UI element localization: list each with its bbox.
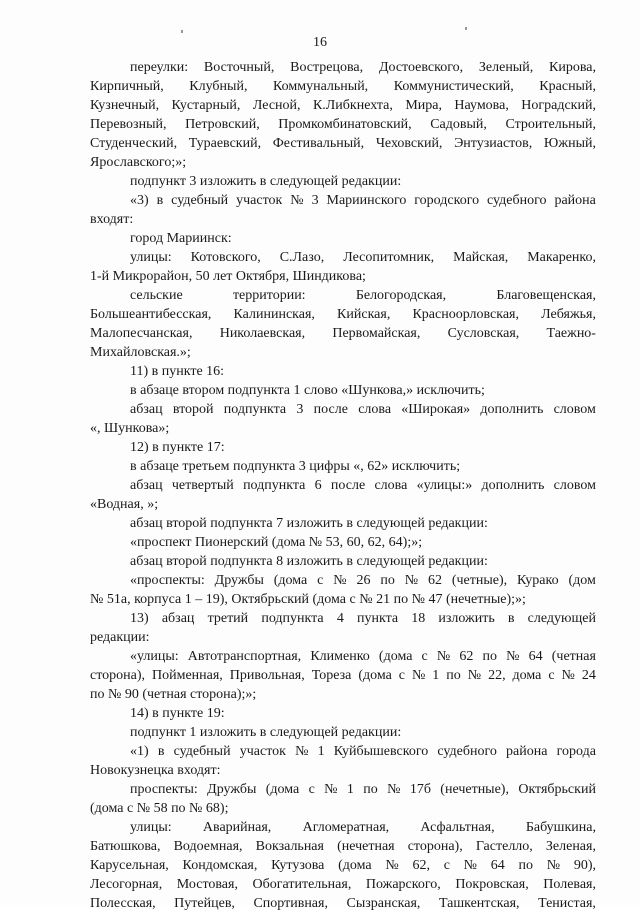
word: словом bbox=[553, 402, 596, 417]
word: Лесопитомник, bbox=[343, 250, 435, 265]
word: участок bbox=[239, 744, 286, 759]
word: Сусловская, bbox=[447, 326, 520, 341]
word: Таежно- bbox=[546, 326, 596, 341]
text-line: 12) в пункте 17: bbox=[130, 440, 225, 455]
text-line: (дома с № 58 по № 68); bbox=[90, 801, 229, 816]
text-line-justified bbox=[90, 476, 596, 495]
word: Кустарный, bbox=[171, 98, 241, 113]
text-line: Михайловская.»; bbox=[90, 345, 191, 360]
word: Дружбы bbox=[214, 573, 264, 588]
word: 62 bbox=[427, 573, 442, 588]
word: Макаренко, bbox=[527, 250, 596, 265]
word: Бабушкина, bbox=[525, 820, 596, 835]
word: 1 bbox=[432, 668, 440, 683]
word: Мариинского bbox=[326, 193, 407, 208]
word: Аварийная, bbox=[202, 820, 272, 835]
word: района bbox=[506, 744, 548, 759]
word: № bbox=[436, 649, 451, 664]
word: «улицы:» bbox=[416, 478, 473, 493]
word: Сызранская, bbox=[346, 896, 421, 911]
text-line: подпункт 1 изложить в следующей редакции: bbox=[130, 725, 402, 740]
word: судебный bbox=[173, 744, 231, 759]
word: города bbox=[556, 744, 596, 759]
word: Лесогорная, bbox=[90, 877, 163, 892]
text-line-justified bbox=[90, 666, 596, 685]
word: изложить bbox=[438, 611, 495, 626]
word: 3 bbox=[296, 402, 304, 417]
word: 13) bbox=[130, 611, 149, 626]
word: Полевая, bbox=[543, 877, 596, 892]
word: Фестивальный, bbox=[272, 136, 365, 151]
word: Лебяжья, bbox=[541, 307, 596, 322]
word: Октябрьский bbox=[518, 782, 596, 797]
text-line-justified bbox=[90, 647, 596, 666]
word: (четные), bbox=[451, 573, 508, 588]
text-line: 1-й Микрорайон, 50 лет Октября, Шиндикова; bbox=[90, 269, 366, 284]
text-line-justified bbox=[90, 837, 596, 856]
word: подпункта bbox=[243, 478, 306, 493]
word: Ташкентская, bbox=[438, 896, 520, 911]
word: (четная bbox=[551, 649, 596, 664]
word: Водоемная, bbox=[173, 839, 243, 854]
word: Зеленый, bbox=[478, 60, 534, 75]
word: в bbox=[507, 611, 515, 626]
word: (нечетная bbox=[337, 839, 395, 854]
word: второй bbox=[172, 402, 214, 417]
word: Зеленая, bbox=[545, 839, 596, 854]
word: Кирпичный, bbox=[90, 79, 164, 94]
word: проспекты: bbox=[130, 782, 198, 797]
word: «проспекты: bbox=[130, 573, 205, 588]
word: Автотранспортная, bbox=[187, 649, 302, 664]
word: Агломератная, bbox=[302, 820, 390, 835]
word: Кондомская, bbox=[182, 858, 258, 873]
word: № bbox=[546, 858, 561, 873]
word: «улицы: bbox=[130, 649, 179, 664]
word: 4 bbox=[336, 611, 344, 626]
text-line-justified bbox=[90, 742, 596, 761]
word: в bbox=[157, 744, 165, 759]
word: участок bbox=[236, 193, 283, 208]
word: Промкомбинатовский, bbox=[278, 117, 412, 132]
word: «Широкая» bbox=[401, 402, 471, 417]
word: судебного bbox=[437, 744, 497, 759]
word: 6 bbox=[314, 478, 322, 493]
word: сторона), bbox=[90, 668, 146, 683]
word: судебный bbox=[171, 193, 229, 208]
word: (нечетные), bbox=[440, 782, 509, 797]
word: Благовещенская, bbox=[496, 288, 596, 303]
scan-artifact bbox=[181, 30, 183, 33]
word: Дружбы bbox=[207, 782, 257, 797]
text-line-justified bbox=[90, 115, 596, 134]
text-line-justified bbox=[90, 609, 596, 628]
word: по bbox=[380, 573, 395, 588]
text-line: Ярославского;»; bbox=[90, 155, 187, 170]
text-line: «, Шункова»; bbox=[90, 421, 170, 436]
word: Белогородская, bbox=[355, 288, 447, 303]
text-line: редакции: bbox=[90, 630, 150, 645]
word: Мостовая, bbox=[176, 877, 238, 892]
text-line: Новокузнецка входят: bbox=[90, 763, 221, 778]
word: Тураевский, bbox=[188, 136, 262, 151]
word: 64 bbox=[490, 858, 505, 873]
word: № bbox=[295, 744, 309, 759]
word: улицы: bbox=[130, 820, 172, 835]
word: абзац bbox=[161, 611, 195, 626]
text-line-justified bbox=[90, 818, 596, 837]
word: 17б bbox=[409, 782, 431, 797]
word: № bbox=[324, 782, 338, 797]
word: с bbox=[398, 668, 405, 683]
word: Студенческий, bbox=[90, 136, 178, 151]
word: дополнить bbox=[481, 478, 545, 493]
word: Тенистая, bbox=[538, 896, 596, 911]
word: с bbox=[548, 668, 555, 683]
word: с bbox=[421, 649, 428, 664]
word: слова bbox=[358, 402, 392, 417]
word: Клубный, bbox=[189, 79, 248, 94]
word: 64 bbox=[528, 649, 543, 664]
word: Чеховский, bbox=[375, 136, 443, 151]
word: Котовского, bbox=[190, 250, 261, 265]
text-line-justified bbox=[90, 571, 596, 590]
word: 1 bbox=[317, 744, 325, 759]
text-line-justified bbox=[90, 894, 596, 913]
text-line-justified bbox=[90, 248, 596, 267]
word: Обогатительная, bbox=[252, 877, 352, 892]
word: сторона), bbox=[407, 839, 463, 854]
text-line-justified bbox=[90, 305, 596, 324]
word: (дом bbox=[568, 573, 596, 588]
word: Путейцев, bbox=[174, 896, 235, 911]
text-line-justified bbox=[90, 875, 596, 894]
word: Вокзальная bbox=[255, 839, 324, 854]
text-line: в абзаце третьем подпункта 3 цифры «, 62» исключить; bbox=[130, 459, 461, 474]
word: Кутузова bbox=[271, 858, 325, 873]
word: № bbox=[467, 668, 482, 683]
word: Тореза bbox=[311, 668, 352, 683]
word: № bbox=[463, 858, 478, 873]
word: 26 bbox=[356, 573, 371, 588]
text-line-justified bbox=[90, 134, 596, 153]
word: района bbox=[554, 193, 596, 208]
word: Асфальтная, bbox=[420, 820, 495, 835]
word: с bbox=[308, 782, 315, 797]
word: Мира, bbox=[405, 98, 442, 113]
scan-artifact bbox=[465, 27, 467, 30]
word: с bbox=[443, 858, 450, 873]
word: Красный, bbox=[539, 79, 596, 94]
word: абзац bbox=[130, 478, 163, 493]
word: Карусельная, bbox=[90, 858, 169, 873]
word: Наумова, bbox=[454, 98, 509, 113]
text-line-justified bbox=[90, 96, 596, 115]
word: Калининская, bbox=[233, 307, 315, 322]
text-line: подпункт 3 изложить в следующей редакции: bbox=[130, 174, 402, 189]
word: переулки: bbox=[130, 60, 189, 75]
word: К.Либкнехта, bbox=[312, 98, 393, 113]
word: Коммунистический, bbox=[393, 79, 514, 94]
word: (дома bbox=[358, 668, 392, 683]
text-line: «Водная, »; bbox=[90, 497, 159, 512]
word: № bbox=[290, 193, 304, 208]
text-line-justified bbox=[90, 191, 596, 210]
word: 1 bbox=[346, 782, 354, 797]
word: Красноорловская, bbox=[412, 307, 519, 322]
word: словом bbox=[553, 478, 596, 493]
word: Малопесчанская, bbox=[90, 326, 193, 341]
word: Клименко bbox=[310, 649, 370, 664]
word: Кийская, bbox=[337, 307, 391, 322]
word: Энтузиастов, bbox=[454, 136, 533, 151]
word: по bbox=[482, 649, 497, 664]
word: судебного bbox=[487, 193, 547, 208]
word: по bbox=[363, 782, 378, 797]
word: Покровская, bbox=[455, 877, 529, 892]
word: № bbox=[561, 668, 575, 683]
word: 18 bbox=[411, 611, 426, 626]
word: третий bbox=[207, 611, 249, 626]
word: 90), bbox=[573, 858, 596, 873]
word: подпункта bbox=[261, 611, 324, 626]
word: Лесной, bbox=[252, 98, 301, 113]
word: дома bbox=[512, 668, 542, 683]
word: Большеантибесская, bbox=[90, 307, 212, 322]
word: Полесская, bbox=[90, 896, 156, 911]
word: Майская, bbox=[453, 250, 509, 265]
text-line-justified bbox=[90, 324, 596, 343]
text-line-justified bbox=[90, 77, 596, 96]
word: Ноградский, bbox=[521, 98, 596, 113]
text-line: «проспект Пионерский (дома № 53, 60, 62, 64);»; bbox=[130, 535, 423, 550]
word: Курако bbox=[517, 573, 559, 588]
word: территории: bbox=[232, 288, 306, 303]
word: Привольная, bbox=[229, 668, 305, 683]
word: городского bbox=[414, 193, 480, 208]
word: Перевозный, bbox=[90, 117, 167, 132]
word: Первомайская, bbox=[332, 326, 421, 341]
text-line-justified bbox=[90, 58, 596, 77]
word: с bbox=[317, 573, 324, 588]
word: (дома bbox=[338, 858, 372, 873]
word: пункта bbox=[356, 611, 399, 626]
word: в bbox=[156, 193, 164, 208]
word: Пойменная, bbox=[151, 668, 223, 683]
word: слова bbox=[374, 478, 408, 493]
text-line: № 51а, корпуса 1 – 19), Октябрьский (дома с № 21 по № 47 (нечетные);»; bbox=[90, 592, 526, 607]
text-line: город Мариинск: bbox=[130, 231, 232, 246]
word: 62 bbox=[459, 649, 474, 664]
text-line: входят: bbox=[90, 212, 134, 227]
word: Южный, bbox=[543, 136, 596, 151]
word: Садовый, bbox=[430, 117, 487, 132]
word: следующей bbox=[527, 611, 596, 626]
word: 3 bbox=[311, 193, 319, 208]
word: Николаевская, bbox=[219, 326, 306, 341]
word: 24 bbox=[581, 668, 596, 683]
text-line: 11) в пункте 16: bbox=[130, 364, 225, 379]
page-number: 16 bbox=[313, 35, 327, 50]
text-line-justified bbox=[90, 780, 596, 799]
word: после bbox=[313, 402, 348, 417]
word: (дома bbox=[378, 649, 413, 664]
word: Вострецова, bbox=[290, 60, 364, 75]
word: «1) bbox=[130, 744, 149, 759]
text-line-justified bbox=[90, 400, 596, 419]
word: № bbox=[333, 573, 347, 588]
word: Пожарского, bbox=[365, 877, 441, 892]
word: по bbox=[446, 668, 461, 683]
word: Строительный, bbox=[505, 117, 596, 132]
word: Коммунальный, bbox=[273, 79, 369, 94]
word: (дома bbox=[265, 782, 300, 797]
word: после bbox=[330, 478, 366, 493]
word: Спортивная, bbox=[253, 896, 328, 911]
word: дополнить bbox=[480, 402, 544, 417]
word: по bbox=[518, 858, 533, 873]
word: Кирова, bbox=[549, 60, 596, 75]
word: Петровский, bbox=[185, 117, 260, 132]
word: Батюшкова, bbox=[90, 839, 161, 854]
word: четвертый bbox=[171, 478, 234, 493]
word: (дома bbox=[273, 573, 308, 588]
word: Кузнечный, bbox=[90, 98, 160, 113]
word: С.Лазо, bbox=[279, 250, 325, 265]
text-line-justified bbox=[90, 856, 596, 875]
text-line-justified bbox=[90, 286, 596, 305]
document-body bbox=[90, 58, 596, 913]
word: Восточный, bbox=[203, 60, 275, 75]
word: сельские bbox=[130, 288, 183, 303]
word: Достоевского, bbox=[378, 60, 464, 75]
word: № bbox=[387, 782, 401, 797]
word: № bbox=[404, 573, 419, 588]
word: «3) bbox=[130, 193, 149, 208]
text-line: в абзаце втором подпункта 1 слово «Шункова,» исключить; bbox=[130, 383, 485, 398]
text-line: абзац второй подпункта 7 изложить в следующей редакции: bbox=[130, 516, 488, 531]
word: Куйбышевского bbox=[333, 744, 429, 759]
word: подпункта bbox=[223, 402, 287, 417]
word: улицы: bbox=[130, 250, 172, 265]
word: 62, bbox=[412, 858, 430, 873]
word: 22, bbox=[488, 668, 506, 683]
text-line: абзац второй подпункта 8 изложить в следующей редакции: bbox=[130, 554, 488, 569]
word: № bbox=[506, 649, 520, 664]
word: Гастелло, bbox=[475, 839, 533, 854]
text-line: по № 90 (четная сторона);»; bbox=[90, 687, 257, 702]
word: абзац bbox=[130, 402, 163, 417]
text-line: 14) в пункте 19: bbox=[130, 706, 225, 721]
word: № bbox=[411, 668, 426, 683]
word: № bbox=[385, 858, 399, 873]
